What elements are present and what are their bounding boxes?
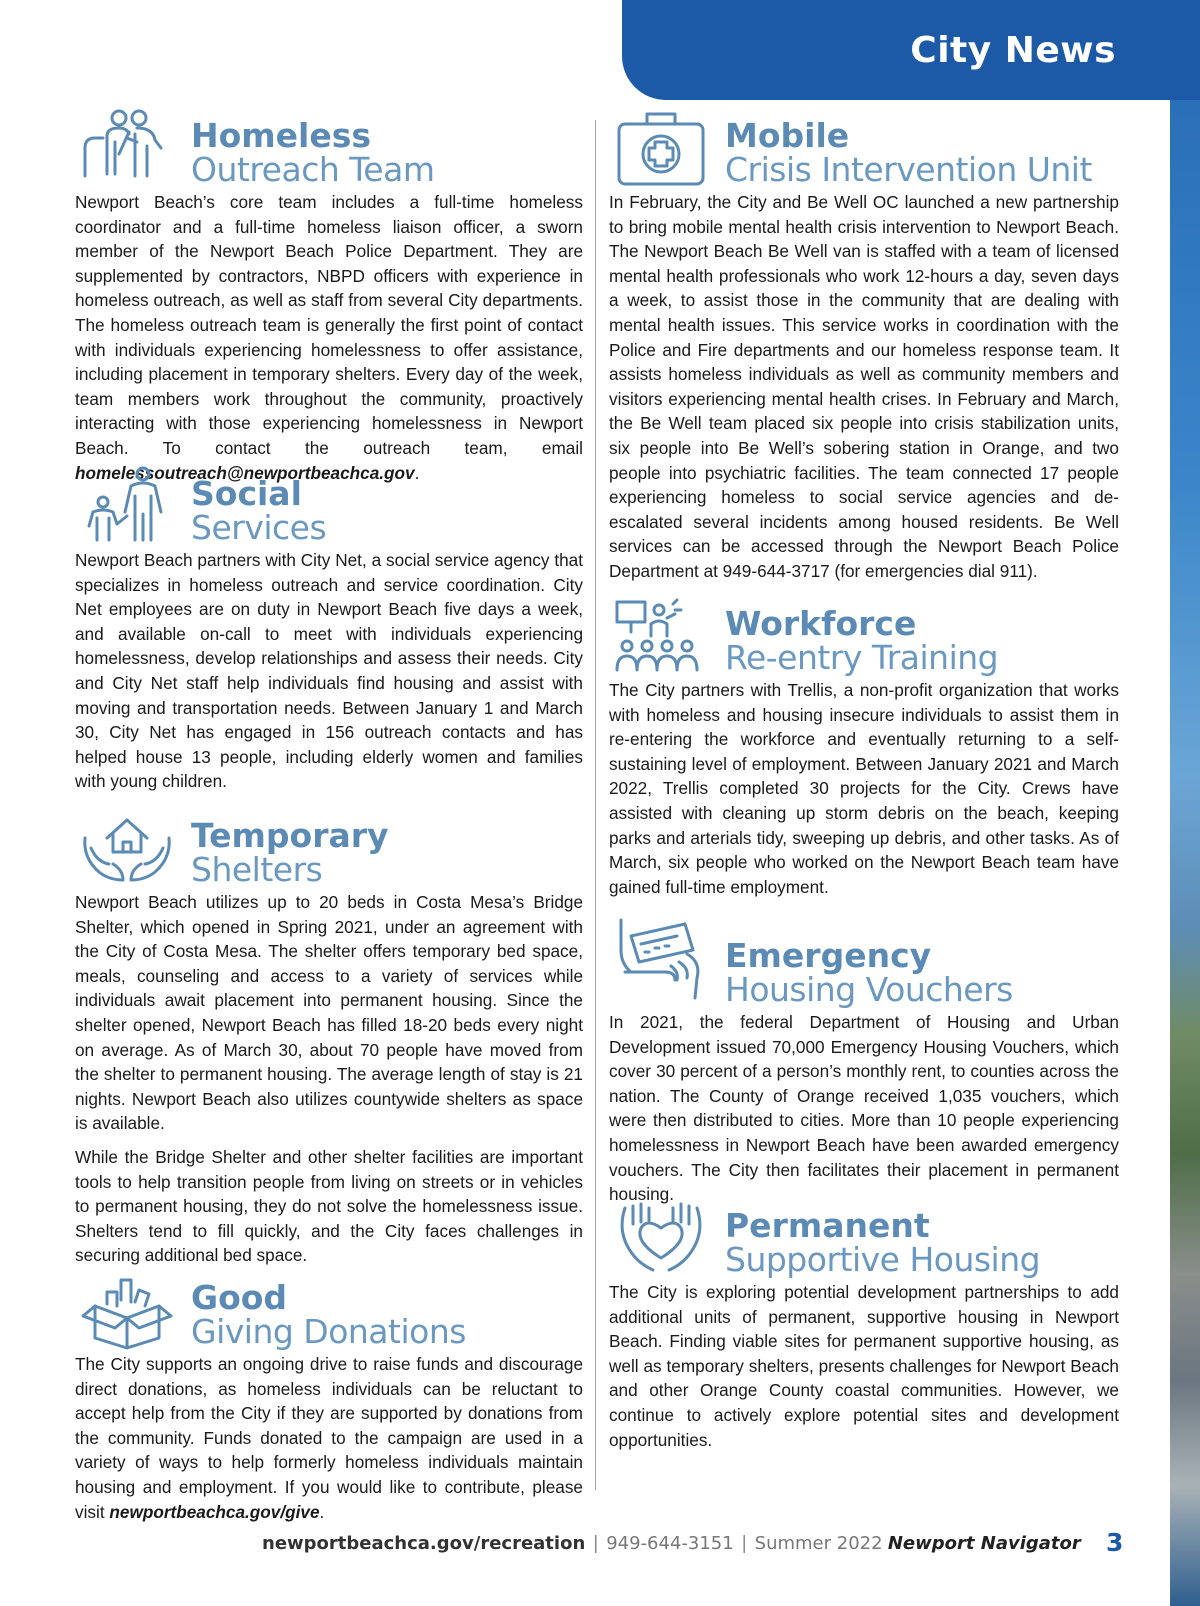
section-title-light: Re-entry Training — [725, 638, 999, 677]
outreach-team-icon — [77, 108, 177, 188]
section-good-giving — [75, 1270, 583, 1524]
footer — [262, 1533, 1162, 1555]
section-workforce — [609, 596, 1119, 899]
section-title-light: Housing Vouchers — [725, 970, 1013, 1009]
donation-box-icon — [77, 1270, 177, 1350]
section-paragraph: In February, the City and Be Well OC launched a new partnership to bring mobile mental health crisis intervention to Newport Beach. The Newport Beach Be Well van is staffed with a team of licensed mental health professionals who work 12-hours a day, seven days a week, to assist those in the community that are dealing with mental health issues. This service works in coordination with the Police and Fire departments and our homeless response team. It assists homeless individuals as well as community members and visitors experiencing mental health crises. In February and March, the Be Well team placed six people into crisis stabilization units, six people into Be Well’s sobering station in Orange, and two people into psychiatric facilities. The team connected 17 people experiencing homeless to social service agencies and de-escalated several incidents among housed residents. Be Well services can be accessed through the Newport Beach Police Department at 949-644-3717 (for emergencies dial 911). — [609, 192, 1119, 581]
voucher-hand-icon — [611, 914, 711, 1004]
section-title-bold: Social — [191, 474, 302, 513]
section-title-bold: Emergency — [725, 936, 932, 975]
section-title-bold: Homeless — [191, 116, 372, 155]
training-group-icon — [611, 596, 711, 676]
footer-separator: | — [593, 1533, 599, 1554]
page-number: 3 — [1106, 1528, 1124, 1557]
section-title-bold: Workforce — [725, 604, 917, 643]
aerial-photo-strip — [1170, 100, 1200, 1606]
footer-phone: 949-644-3151 — [606, 1533, 734, 1554]
section-paragraph: Newport Beach partners with City Net, a social service agency that specializes in homeless outreach and service coordination. City Net employees are on duty in Newport Beach five days a week, and available on-call to meet with individuals experiencing homelessness, develop relationships and assess their needs. City and City Net staff help individuals find housing and assist with moving and transportation needs. Between January 1 and March 30, City Net has engaged in 156 outreach contacts and has helped house 13 people, including elderly women and families with young children. — [75, 550, 583, 792]
section-paragraph: The City supports an ongoing drive to raise funds and discourage direct donations, as homeless individuals can be reluctant to accept help from the City if they are supported by donations from the community. Funds donated to the campaign are used in a variety of ways to help formerly homeless individuals maintain housing and employment. If you would like to contribute, please visit newportbeachca.gov/give. — [75, 1354, 583, 1522]
paragraph-text: The City supports an ongoing drive to raise funds and discourage direct donations, as homeless individuals can be reluctant to accept help from the City if they are supported by donations from the community. Funds donated to the campaign are used in a variety of ways to help formerly homeless individuals maintain housing and employment. If you would like to contribute, please visit — [75, 1354, 583, 1522]
family-icon — [77, 466, 177, 546]
section-title-bold: Permanent — [725, 1206, 930, 1245]
page-section-title: City News — [910, 30, 1116, 71]
section-paragraph: Newport Beach’s core team includes a full-time homeless coordinator and a full-time homeless liaison officer, a sworn member of the Newport Beach Police Department. They are supplemented by contractors, NBPD officers with experience in homeless outreach, as well as staff from several City departments. The homeless outreach team is generally the first point of contact with individuals experiencing homelessness to offer assistance, including placement in temporary shelters. Every day of the week, team members work throughout the community, proactively interacting with those experiencing homelessness in Newport Beach. To contact the outreach team, email homelessoutreach@newportbeachca.gov. — [75, 192, 583, 483]
section-title-light: Shelters — [191, 850, 323, 889]
section-paragraph: Newport Beach utilizes up to 20 beds in Costa Mesa’s Bridge Shelter, which opened in Spring 2021, under an agreement with the City of Costa Mesa. The shelter offers temporary bed space, meals, counseling and access to a variety of services while individuals await placement into permanent housing. Since the shelter opened, Newport Beach has filled 18-20 beds every night on average. As of March 30, about 70 people have moved from the shelter to permanent housing. The average length of stay is 21 nights. Newport Beach also utilizes countywide shelters as space is available. — [75, 892, 583, 1134]
section-title-light: Giving Donations — [191, 1312, 466, 1351]
column-divider — [595, 120, 596, 1490]
house-hands-icon — [77, 808, 177, 888]
section-homeless-outreach — [75, 108, 583, 485]
section-title-light: Supportive Housing — [725, 1240, 1041, 1279]
section-permanent — [609, 1198, 1119, 1452]
header-band — [622, 0, 1200, 100]
section-title-light: Outreach Team — [191, 150, 435, 189]
section-title-bold: Good — [191, 1278, 288, 1317]
section-mobile-crisis — [609, 108, 1119, 584]
footer-season: Summer 2022 — [754, 1533, 883, 1554]
section-vouchers — [609, 914, 1119, 1207]
medical-kit-icon — [611, 108, 711, 188]
give-link[interactable]: newportbeachca.gov/give — [109, 1501, 320, 1522]
section-temporary-shelters — [75, 808, 583, 1268]
section-title-bold: Temporary — [191, 816, 389, 855]
section-title-light: Crisis Intervention Unit — [725, 150, 1092, 189]
footer-url[interactable]: newportbeachca.gov/recreation — [262, 1533, 586, 1554]
section-social-services — [75, 466, 583, 794]
section-paragraph: The City partners with Trellis, a non-profit organization that works with homeless and housing insecure individuals to assist them in re-entering the workforce and eventually returning to a self-sustaining level of employment. Between January 2021 and March 2022, Trellis completed 30 projects for the City. Crews have assisted with cleaning up storm debris on the beach, keeping parks and arterials tidy, sweeping up debris, and other tasks. As of March, six people who worked on the Newport Beach team have gained full-time employment. — [609, 680, 1119, 897]
outreach-email-link[interactable]: homelessoutreach@newportbeachca.gov — [75, 462, 415, 483]
heart-hands-icon — [611, 1198, 711, 1278]
section-paragraph: While the Bridge Shelter and other shelter facilities are important tools to help transition people from living on streets or in vehicles to permanent housing, they do not solve the homelessness issue. Shelters tend to fill quickly, and the City faces challenges in securing additional bed space. — [75, 1146, 583, 1266]
paragraph-text: Newport Beach’s core team includes a full-time homeless coordinator and a full-time homeless liaison officer, a sworn member of the Newport Beach Police Department. They are supplemented by contractors, NBPD officers with experience in homeless outreach, as well as staff from several City departments. The homeless outreach team is generally the first point of contact with individuals experiencing homelessness to offer assistance, including placement in temporary shelters. Every day of the week, team members work throughout the community, proactively interacting with those experiencing homelessness in Newport Beach. To contact the outreach team, email — [75, 192, 583, 458]
section-paragraph: The City is exploring potential development partnerships to add additional units of permanent, supportive housing in Newport Beach. Finding viable sites for permanent supportive housing, as well as temporary shelters, presents challenges for Newport Beach and other Orange County coastal communities. However, we continue to actively explore potential sites and development opportunities. — [609, 1282, 1119, 1450]
section-title-light: Services — [191, 508, 327, 547]
section-paragraph: In 2021, the federal Department of Housing and Urban Development issued 70,000 Emergency Housing Vouchers, which cover 30 percent of a person’s monthly rent, to counties across the nation. The County of Orange received 1,035 vouchers, which were then distributed to cities. More than 10 people experiencing homelessness in Newport Beach have been awarded emergency vouchers. The City then facilitates their placement in permanent housing. — [609, 1012, 1119, 1205]
footer-publication: Newport Navigator — [887, 1533, 1081, 1554]
footer-separator: | — [741, 1533, 747, 1554]
section-title-bold: Mobile — [725, 116, 850, 155]
